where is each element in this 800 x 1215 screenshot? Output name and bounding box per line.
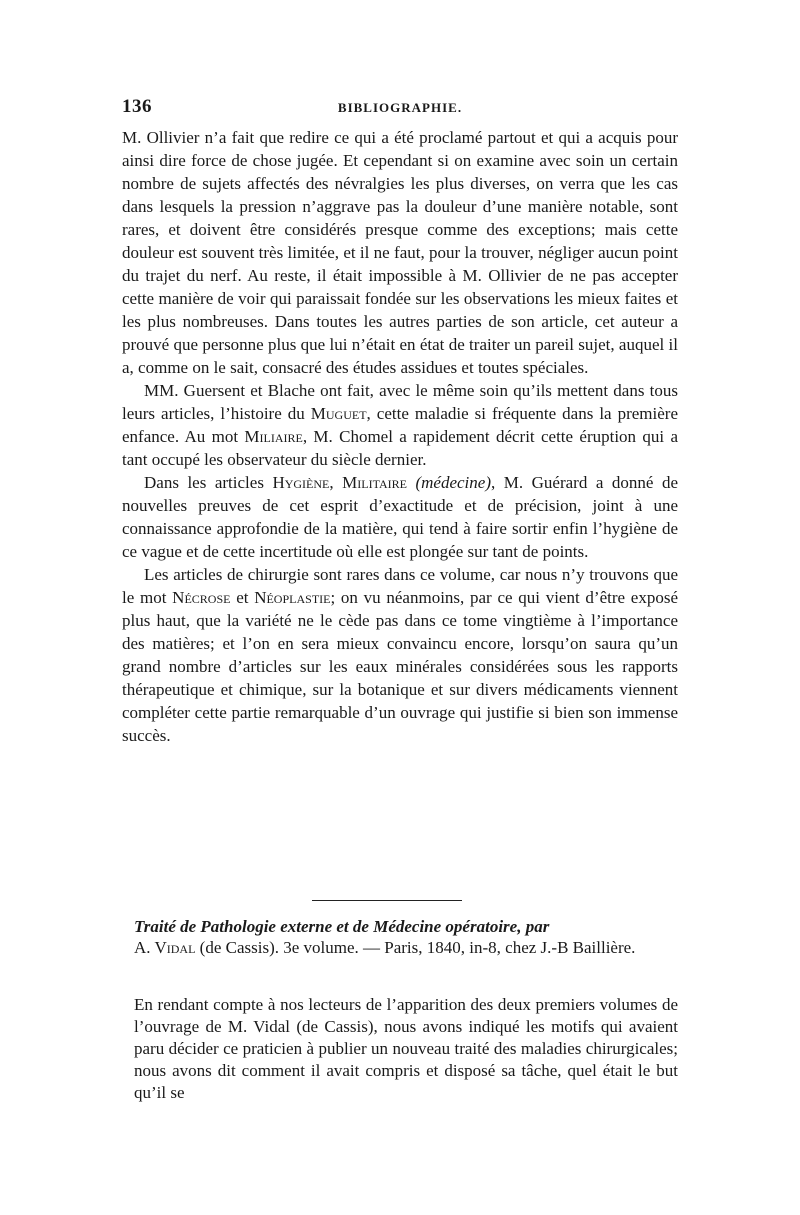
review-book-title: Traité de Pathologie externe et de Médecine opératoire, par [134, 917, 550, 936]
paragraph-ollivier: M. Ollivier n’a fait que redire ce qui a été proclamé partout et qui a acquis pour ainsi dire force de chose jugée. Et cependant si on examine avec soin un certain nombre de sujets affectés des névralgies les plus diverses, on verra que les cas dans lesquels la pression n’aggrave pas la douleur d’une manière notable, sont rares, et doivent être considérés presque comme des exceptions; mais cette douleur est souvent très limitée, et il ne faut, pour la trouver, négliger aucun point du trajet du nerf. Au reste, il était impossible à M. Ollivier de ne pas accepter cette manière de voir qui paraissait fondée sur les observations les mieux faites et les plus nombreuses. Dans toutes les autres parties de son article, cet auteur a prouvé que personne plus que lui n’était en état de traiter un pareil sujet, auquel il a, comme on le sait, consacré des études assidues et toutes spéciales. [122, 128, 678, 377]
paragraph-guerard [122, 471, 678, 563]
term-hygiene: Hygiène [272, 473, 330, 492]
review-title [134, 916, 678, 958]
paragraph-chirurgie [122, 563, 678, 747]
paragraph-text: , [329, 473, 343, 492]
paragraph-text: Dans les articles [144, 473, 273, 492]
page-header [122, 96, 678, 126]
term-militaire: Militaire [342, 473, 407, 492]
section-divider [312, 900, 462, 901]
review-details: (de Cassis). 3e volume. — Paris, 1840, in-8, chez J.-B Baillière. [195, 938, 636, 957]
review-paragraph: En rendant compte à nos lecteurs de l’apparition des deux premiers volumes de l’ouvrage de M. Vidal (de Cassis), nous avons indiqué les motifs qui avaient paru décider ce praticien à publier un nouveau traité des maladies chirurgicales; nous avons dit comment il avait compris et disposé sa tâche, quel était le but qu’il se [134, 995, 678, 1102]
paragraph-text: , M. Guérard a donné de nouvelles preuves de cet esprit d’exactitude et de précision, joint à une connaissance approfondie de la matière, qui tend à faire sortir enfin l’hygiène de ce vague et de cette incertitude où elle est plongée sur tant de points. [122, 473, 679, 561]
term-necrose: Nécrose [172, 588, 231, 607]
term-muguet: Muguet [310, 404, 367, 423]
term-neoplastie: Néoplastie [254, 588, 331, 607]
review-author: A. Vidal [134, 938, 196, 957]
paragraph-guersent [122, 379, 678, 471]
paragraph-text: , cette maladie si fréquente dans la première enfance. Au mot [122, 404, 678, 446]
term-medecine: (médecine) [406, 473, 491, 492]
article-body [122, 126, 678, 747]
paragraph-text: ; on vu néanmoins, par ce qui vient d’être exposé plus haut, que la variété ne le cède pas dans ce tome vingtième à l’importance des matières; et l’on en sera mieux convaincu encore, lorsqu’on saura qu’un grand nombre d’articles sur les eaux minérales considérées sous les rapports thérapeutique et chimique, sur la botanique et sur divers médicaments viennent compléter cette partie remarquable d’un ouvrage qui justifie si bien son immense succès. [122, 588, 678, 745]
paragraph-text: Les articles de chirurgie sont rares dans ce volume, car nous n’y trouvons que le mot [122, 565, 678, 607]
review-body [134, 994, 678, 1104]
paragraph-text: et [230, 588, 255, 607]
running-title: BIBLIOGRAPHIE. [337, 100, 463, 115]
page-number: 136 [122, 96, 152, 117]
paragraph-text: MM. Guersent et Blache ont fait, avec le même soin qu’ils mettent dans tous leurs articles, l’histoire du [122, 381, 678, 423]
term-miliaire: Miliaire [244, 427, 303, 446]
review-book-details [134, 938, 635, 957]
paragraph-text: , M. Chomel a rapidement décrit cette éruption qui a tant occupé les observateur du siècle dernier. [122, 427, 678, 469]
